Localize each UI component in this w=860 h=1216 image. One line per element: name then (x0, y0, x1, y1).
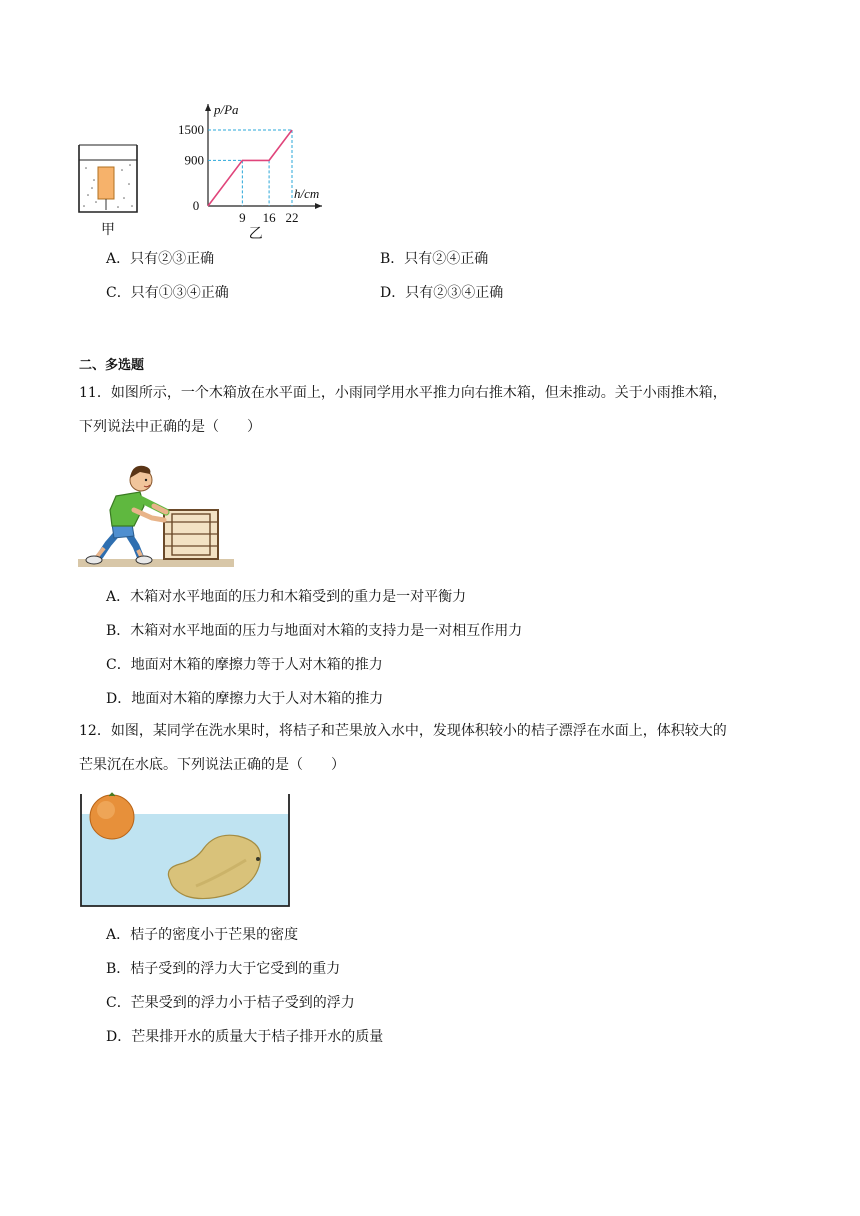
q11-stem-line1: 11．如图所示，一个木箱放在水平面上，小雨同学用水平推力向右推木箱，但未推动。关于小雨推木箱， (79, 385, 727, 401)
q12-stem-line2: 芒果沉在水底。下列说法正确的是（ ） (79, 757, 345, 773)
x-axis-arrow (315, 203, 322, 209)
orange (90, 795, 134, 839)
q10-option-d[interactable]: D．只有②③④正确 (380, 285, 504, 301)
q11-option-d[interactable]: D．地面对木箱的摩擦力大于人对木箱的推力 (106, 691, 384, 707)
y-axis-arrow (205, 104, 211, 111)
q10-option-a[interactable]: A．只有②③正确 (106, 251, 215, 267)
series-line (208, 130, 292, 206)
y-tick-label-1500: 1500 (178, 122, 204, 137)
boy-pushing-box-illustration (78, 458, 236, 570)
q12-option-d[interactable]: D．芒果排开水的质量大于桔子排开水的质量 (106, 1029, 384, 1045)
q12-option-a[interactable]: A．桔子的密度小于芒果的密度 (106, 927, 299, 943)
q12-stem-line1: 12．如图，某同学在洗水果时，将桔子和芒果放入水中，发现体积较小的桔子漂浮在水面上，体积较大的 (79, 723, 727, 739)
q12-option-b[interactable]: B．桔子受到的浮力大于它受到的重力 (106, 961, 341, 977)
x-tick-label-22: 22 (285, 210, 299, 225)
fruit-in-water-illustration (76, 786, 294, 910)
q11-stem-line2: 下列说法中正确的是（ ） (79, 419, 261, 435)
x-tick-label-9: 9 (239, 210, 246, 225)
x-axis-label: h/cm (294, 186, 320, 201)
pressure-depth-chart (170, 98, 340, 240)
y-tick-label-900: 900 (184, 152, 204, 168)
q10-option-b[interactable]: B．只有②④正确 (380, 251, 489, 267)
q10-option-c[interactable]: C．只有①③④正确 (106, 285, 229, 301)
x-tick-label-0: 0 (192, 198, 200, 213)
q11-option-a[interactable]: A．木箱对水平地面的压力和木箱受到的重力是一对平衡力 (106, 589, 467, 605)
block (98, 167, 114, 199)
fig-yi-label: 乙 (248, 227, 263, 240)
q11-option-b[interactable]: B．木箱对水平地面的压力与地面对木箱的支持力是一对相互作用力 (106, 623, 523, 639)
q12-stem (79, 714, 779, 782)
q11-stem (79, 376, 779, 444)
q11-option-c[interactable]: C．地面对木箱的摩擦力等于人对木箱的推力 (106, 657, 383, 673)
beaker-figure-jia (74, 140, 144, 240)
section-title: 二、多选题 (79, 358, 145, 373)
fig-jia-label: 甲 (101, 223, 115, 238)
x-tick-label-16: 16 (262, 210, 276, 225)
q12-option-c[interactable]: C．芒果受到的浮力小于桔子受到的浮力 (106, 995, 355, 1011)
y-axis-label: p/Pa (214, 102, 239, 117)
